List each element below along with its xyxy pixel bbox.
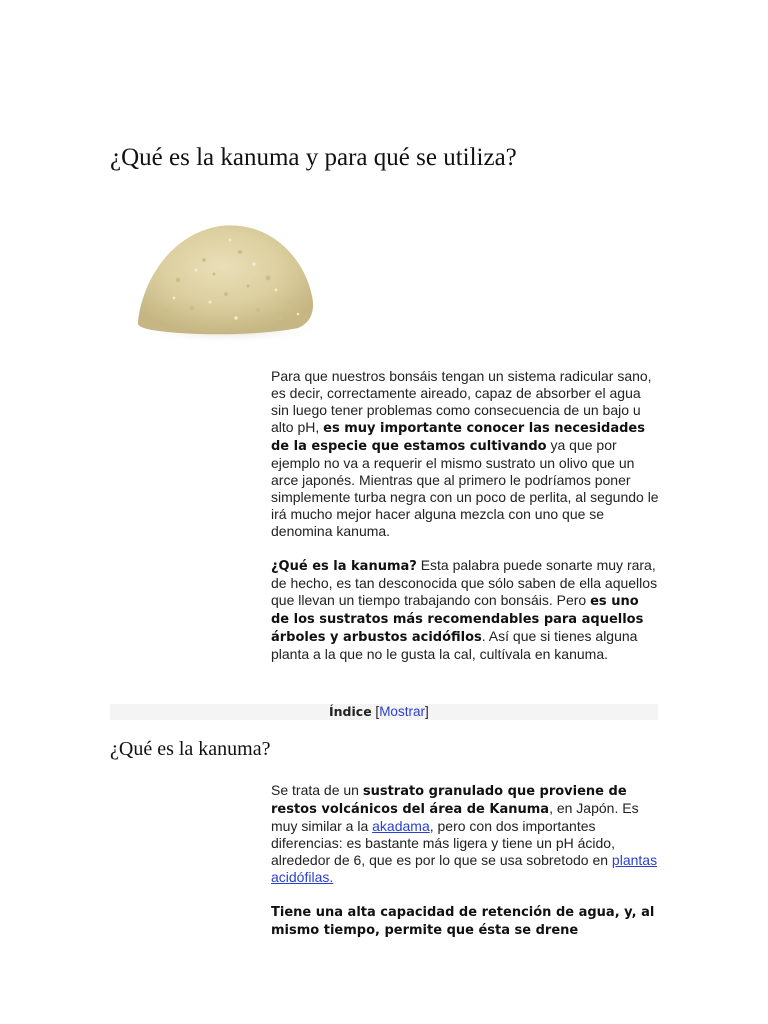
section-paragraph-2 — [271, 903, 659, 939]
what-paragraph — [271, 557, 659, 663]
toc-line — [329, 704, 429, 720]
intro-column — [271, 368, 659, 680]
toc-title: Índice — [329, 704, 372, 719]
s1-text-1: Se trata de un — [271, 782, 363, 798]
akadama-link[interactable]: akadama — [372, 818, 430, 834]
s1-text-2: , en Japón. Es muy similar a la — [271, 800, 639, 834]
s1-text-3: , pero con dos importantes diferencias: es bastante más ligera y tiene un pH ácido, alrededor de 6, que es por lo que se usa sobretodo en — [271, 818, 615, 868]
s2-bold-1: Tiene una alta capacidad de retención de agua, y, al mismo tiempo, permite que ésta se drene — [271, 905, 655, 938]
intro-text-2: ya que por ejemplo no va a requerir el mismo sustrato un olivo que un arce japonés. Mientras que al primero le podríamos poner simplemente turba negra con un poco de perlita, al segundo le irá mucho mejor hacer alguna mezcla con uno que se denomina kanuma. — [271, 437, 659, 539]
section-heading: ¿Qué es la kanuma? — [110, 738, 271, 760]
article-title: ¿Qué es la kanuma y para qué se utiliza? — [110, 144, 517, 171]
toc-close-bracket: ] — [424, 704, 429, 719]
s1-bold-1: sustrato granulado que proviene de restos volcánicos del área de Kanuma — [271, 784, 627, 817]
section-column — [271, 782, 659, 956]
what-bold-2: es uno de los sustratos más recomendables para aquellos árboles y arbustos acidófilos — [271, 594, 644, 645]
section-paragraph-1 — [271, 782, 659, 886]
what-text-2: . Así que si tienes alguna planta a la que no le gusta la cal, cultívala en kanuma. — [271, 628, 638, 662]
what-bold-1: ¿Qué es la kanuma? — [271, 559, 417, 574]
intro-paragraph — [271, 368, 659, 540]
what-text-1: Esta palabra puede sonarte muy rara, de hecho, es tan desconocida que sólo saben de ella aquellos que llevan un tiempo trabajando con bonsáis. Pero — [271, 557, 658, 608]
intro-text-1: Para que nuestros bonsáis tengan un sistema radicular sano, es decir, correctamente aireado, capaz de absorber el agua sin luego tener problemas como consecuencia de un bajo u alto pH, — [271, 368, 652, 435]
toc-toggle-link[interactable]: Mostrar — [379, 704, 425, 719]
toc-open-bracket: [ — [371, 704, 380, 719]
table-of-contents — [110, 704, 658, 720]
intro-bold-1: es muy importante conocer las necesidades de la especie que estamos cultivando — [271, 421, 645, 454]
kanuma-image — [108, 190, 338, 352]
acid-plants-link[interactable]: plantas acidófilas. — [271, 852, 658, 885]
